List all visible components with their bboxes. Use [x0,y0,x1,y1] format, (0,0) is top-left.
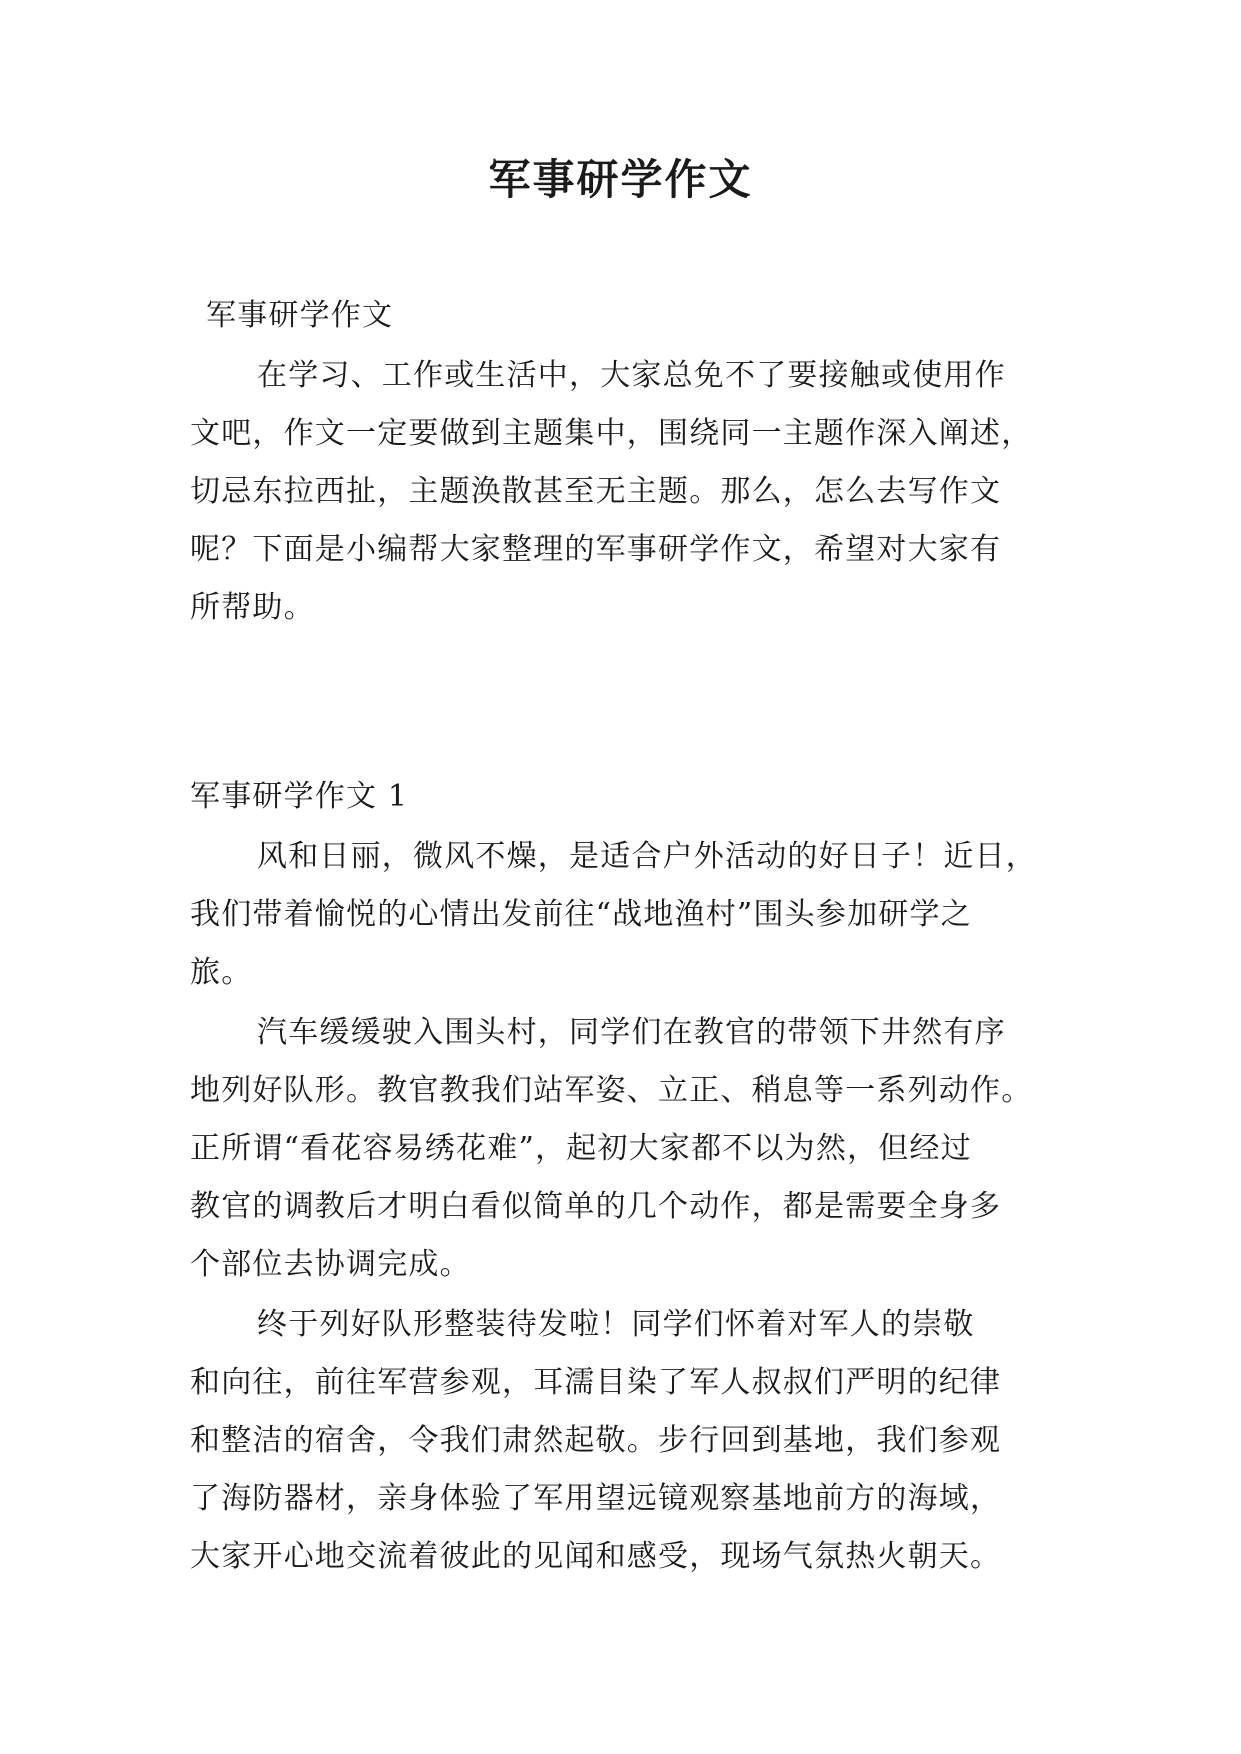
document-title: 军事研学作文 [488,155,753,204]
intro-line: 呢？下面是小编帮大家整理的军事研学作文，希望对大家有 [190,532,1002,567]
essay1-p2-line: 个部位去协调完成。 [190,1247,471,1282]
intro-line: 文吧，作文一定要做到主题集中，围绕同一主题作深入阐述， [190,416,1033,451]
intro-line: 在学习、工作或生活中，大家总免不了要接触或使用作 [257,358,1006,393]
essay1-heading: 军事研学作文 1 [190,779,409,814]
essay1-p3-line: 和向往，前往军营参观，耳濡目染了军人叔叔们严明的纪律 [190,1365,1002,1400]
essay1-p3-line: 大家开心地交流着彼此的见闻和感受，现场气氛热火朝天。 [190,1539,1002,1574]
essay1-p2-line: 地列好队形。教官教我们站军姿、立正、稍息等一系列动作。 [190,1073,1033,1108]
intro-heading: 军事研学作文 [206,298,394,333]
essay1-p2-line: 汽车缓缓驶入围头村，同学们在教官的带领下井然有序 [257,1015,1006,1050]
essay1-p2-line: 正所谓“看花容易绣花难”，起初大家都不以为然，但经过 [190,1131,972,1166]
intro-line: 切忌东拉西扯，主题涣散甚至无主题。那么，怎么去写作文 [190,474,1002,509]
essay1-p2-line: 教官的调教后才明白看似简单的几个动作，都是需要全身多 [190,1189,1002,1224]
essay1-p3-line: 和整洁的宿舍，令我们肃然起敬。步行回到基地，我们参观 [190,1423,1002,1458]
essay1-p1-line: 我们带着愉悦的心情出发前往“战地渔村”围头参加研学之 [190,897,972,932]
essay1-p3-line: 终于列好队形整装待发啦！同学们怀着对军人的崇敬 [257,1307,975,1342]
essay1-p1-line: 旅。 [190,955,253,990]
intro-line: 所帮助。 [190,590,315,625]
essay1-p1-line: 风和日丽，微风不燥，是适合户外活动的好日子！近日， [257,839,1037,874]
essay1-p3-line: 了海防器材，亲身体验了军用望远镜观察基地前方的海域， [190,1481,1002,1516]
